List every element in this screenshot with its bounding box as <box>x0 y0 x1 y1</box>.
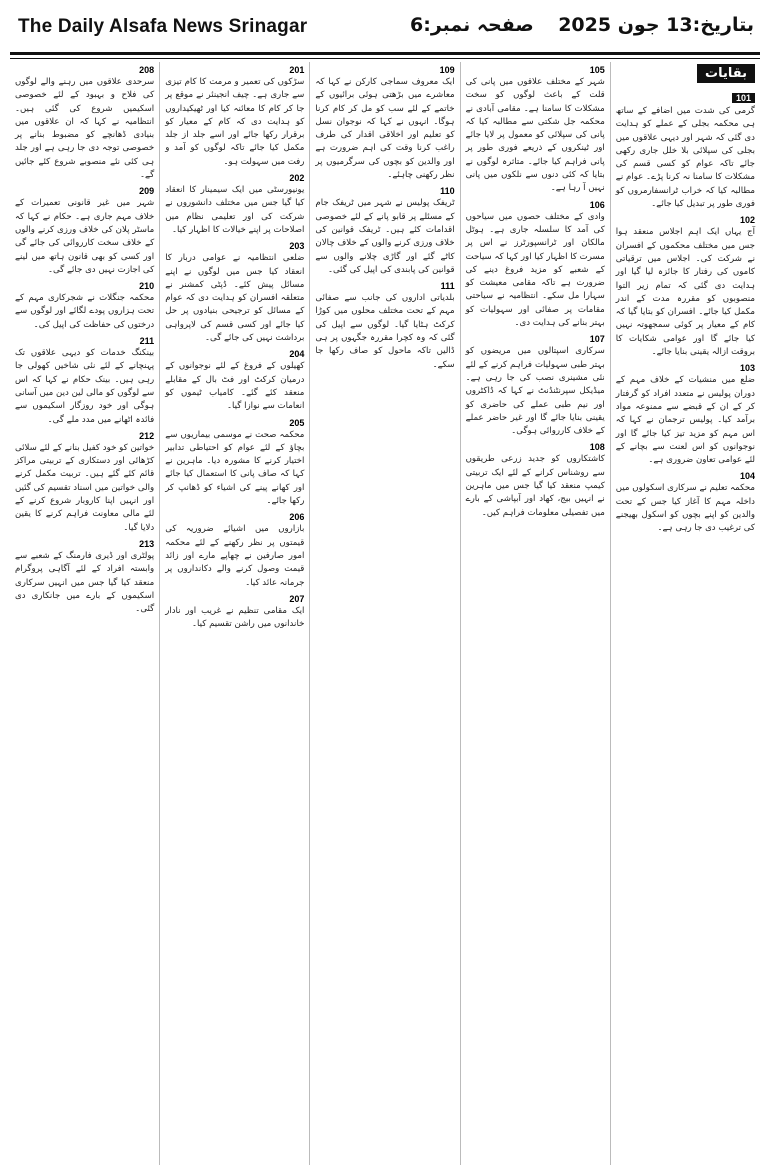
newspaper-name: The Daily Alsafa News Srinagar <box>18 16 308 37</box>
item-text: سرحدی علاقوں میں رہنے والے لوگوں کی فلاح و بہبود کے لئے خصوصی اسکیمیں شروع کی گئی ہیں۔ انتظامیہ نے کہا کہ ان علاقوں میں بنیادی ڈھانچے کو مضبوط بنانے پر خصوصی توجہ دی جا رہی ہے اور جلد ہی کئی نئے منصوبے شروع کئے جائیں گے۔ <box>14 77 155 181</box>
item-text: گرمی کی شدت میں اضافے کے ساتھ ہی محکمہ بجلی کے عملے کو ہدایت دی گئی کہ شہر اور دیہی علاقوں میں بجلی کی سپلائی بلا خلل جاری رکھی جائے تاکہ عوام کو کسی قسم کی مشکلات کا سامنا نہ کرنا پڑے۔ عوام نے مطالبہ کیا کہ خراب ٹرانسفارمروں کو فوری طور پر تبدیل کیا جائے۔ <box>615 106 755 210</box>
news-item <box>616 215 755 359</box>
column-5 <box>10 62 159 1165</box>
news-item <box>165 241 304 345</box>
item-text: محکمہ تعلیم نے سرکاری اسکولوں میں داخلہ مہم کا آغاز کیا جس کے تحت والدین کو اپنے بچوں کو اسکول بھیجنے کی ترغیب دی جا رہی ہے۔ <box>615 483 755 534</box>
item-text: بازاروں میں اشیائے ضروریہ کی قیمتوں پر نظر رکھنے کے لئے محکمہ امور صارفین نے چھاپے مارے اور زائد قیمت وصول کرنے والے دکانداروں پر جرمانہ عائد کیا۔ <box>165 524 305 588</box>
news-item <box>616 363 755 467</box>
news-item <box>616 471 755 535</box>
news-item <box>466 65 605 196</box>
news-item <box>165 65 304 169</box>
publication-date: بتاریخ:13 جون 2025 <box>558 14 754 36</box>
item-text: کاشتکاروں کو جدید زرعی طریقوں سے روشناس کرانے کے لئے ایک تربیتی کیمپ منعقد کیا گیا جس میں ماہرین نے انہیں بیج، کھاد اور آبپاشی کے بارے میں تفصیلی معلومات فراہم کیں۔ <box>465 454 605 518</box>
item-number: 103 <box>739 363 755 374</box>
item-number: 106 <box>589 199 605 210</box>
news-item <box>616 86 755 211</box>
page-number: صفحہ نمبر:6 <box>410 14 534 36</box>
item-text: ضلع میں منشیات کے خلاف مہم کے دوران پولیس نے متعدد افراد کو گرفتار کر کے ان کے قبضے سے ممنوعہ مواد برآمد کیا۔ پولیس ترجمان نے کہا کہ اس مہم کو مزید تیز کیا جائے گا اور نوجوانوں کو اس لعنت سے بچانے کے لئے عوامی تعاون ضروری ہے۔ <box>615 375 755 466</box>
column-1 <box>610 62 760 1165</box>
item-number: 211 <box>139 336 155 347</box>
item-number: 111 <box>440 281 455 292</box>
masthead-rule <box>10 58 760 59</box>
item-text: محکمہ صحت نے موسمی بیماریوں سے بچاؤ کے لئے عوام کو احتیاطی تدابیر اختیار کرنے کا مشورہ دیا۔ ماہرین نے کہا کہ صاف پانی کا استعمال کیا جائے اور کھانے پینے کی اشیاء کو ڈھانپ کر رکھا جائے۔ <box>165 429 305 507</box>
item-number: 204 <box>289 349 305 360</box>
item-number: 210 <box>139 281 155 292</box>
news-item <box>15 186 154 277</box>
news-item <box>15 65 154 182</box>
item-text: کھیلوں کے فروغ کے لئے نوجوانوں کے درمیان کرکٹ اور فٹ بال کے مقابلے منعقد کئے گئے۔ کامیاب ٹیموں کو انعامات سے نوازا گیا۔ <box>165 361 305 412</box>
item-number: 209 <box>139 186 155 197</box>
item-number: 206 <box>289 512 305 523</box>
item-text: ٹریفک پولیس نے شہر میں ٹریفک جام کے مسئلے پر قابو پانے کے لئے خصوصی اقدامات کئے ہیں۔ ٹریفک قوانین کی خلاف ورزی کرنے والوں کے خلاف چالان کاٹے گئے اور گاڑی چلانے والوں سے قوانین کی پابندی کی اپیل کی گئی۔ <box>315 198 455 275</box>
item-text: شہر کے مختلف علاقوں میں پانی کی قلت کے باعث لوگوں کو سخت مشکلات کا سامنا ہے۔ مقامی آبادی نے محکمہ جل شکتی سے مطالبہ کیا کہ پانی کی سپلائی کو معمول پر لایا جائے اور ٹینکروں کے ذریعے فوری طور پر پانی فراہم کیا جائے۔ متاثرہ لوگوں نے بتایا کہ کئی دنوں سے نلکوں میں پانی نہیں آ رہا ہے۔ <box>465 77 605 194</box>
news-item <box>165 512 304 589</box>
column-2 <box>460 62 610 1165</box>
item-number: 109 <box>439 65 455 75</box>
news-item <box>165 418 304 509</box>
item-text: ایک مقامی تنظیم نے غریب اور نادار خاندانوں میں راشن تقسیم کیا۔ <box>165 605 305 630</box>
item-text: سڑکوں کی تعمیر و مرمت کا کام تیزی سے جاری ہے۔ چیف انجینئر نے موقع پر جا کر کام کا معائنہ کیا اور ٹھیکیداروں کو ہدایت دی کہ کام کے معیار کو برقرار رکھا جائے اور اسے جلد از جلد مکمل کیا جائے تاکہ لوگوں کو آمد و رفت میں سہولت ہو۔ <box>165 77 305 167</box>
item-number: 110 <box>440 186 455 197</box>
item-number: 202 <box>289 173 305 184</box>
item-number: 101 <box>732 93 755 103</box>
news-item <box>466 200 605 331</box>
item-text: بینکنگ خدمات کو دیہی علاقوں تک پہنچانے کے لئے نئی شاخیں کھولی جا رہی ہیں۔ بینک حکام نے کہا کہ اس سے لوگوں کو مالی لین دین میں آسانی ہوگی اور خود روزگار اسکیموں سے فائدہ اٹھانے میں مدد ملے گی۔ <box>14 348 155 425</box>
news-item <box>165 349 304 413</box>
masthead <box>10 6 760 55</box>
article-columns <box>10 62 760 1165</box>
news-item <box>15 281 154 332</box>
item-number: 205 <box>289 417 305 428</box>
item-number: 208 <box>139 65 155 75</box>
news-item <box>466 334 605 438</box>
news-item <box>315 186 454 277</box>
item-text: پولٹری اور ڈیری فارمنگ کے شعبے سے وابستہ افراد کے لئے آگاہی پروگرام منعقد کیا گیا جس میں انہیں سرکاری اسکیموں کے بارے میں جانکاری دی گئی۔ <box>14 550 155 615</box>
item-number: 107 <box>589 334 605 345</box>
news-item <box>15 336 154 427</box>
news-item <box>165 594 304 632</box>
news-item <box>165 173 304 237</box>
news-item <box>315 65 454 182</box>
item-number: 104 <box>739 471 755 482</box>
item-text: سرکاری اسپتالوں میں مریضوں کو بہتر طبی سہولیات فراہم کرنے کے لئے نئی مشینری نصب کی جا رہی ہے۔ میڈیکل سپرنٹنڈنٹ نے کہا کہ ڈاکٹروں اور نیم طبی عملے کی حاضری کو یقینی بنایا جائے گا اور غیر حاضر عملے کے خلاف کارروائی ہوگی۔ <box>465 346 605 437</box>
item-text: بلدیاتی اداروں کی جانب سے صفائی مہم کے تحت مختلف محلوں میں کوڑا کرکٹ ہٹایا گیا۔ لوگوں سے اپیل کی گئی کہ وہ کچرا مقررہ جگہوں پر ہی ڈالیں تاکہ ماحول کو صاف رکھا جا سکے۔ <box>315 293 455 370</box>
item-text: ایک معروف سماجی کارکن نے کہا کہ معاشرے میں بڑھتی ہوئی برائیوں کے خاتمے کے لئے سب کو مل کر کام کرنا ہوگا۔ انہوں نے کہا کہ نوجوان نسل کو تعلیم اور اخلاقی اقدار کی طرف راغب کرنا وقت کی اہم ضرورت ہے اور والدین کو بچوں کی سرگرمیوں پر نظر رکھنی چاہئے۔ <box>315 77 455 181</box>
item-text: محکمہ جنگلات نے شجرکاری مہم کے تحت ہزاروں پودے لگائے اور لوگوں سے درختوں کی حفاظت کی اپیل کی۔ <box>14 293 155 330</box>
item-number: 213 <box>139 538 155 549</box>
news-item <box>315 281 454 372</box>
item-text: شہر میں غیر قانونی تعمیرات کے خلاف مہم جاری ہے۔ حکام نے کہا کہ ماسٹر پلان کی خلاف ورزی کرنے والوں کے خلاف سخت کارروائی کی جائے گی اور کسی کو بھی قانون ہاتھ میں لینے کی اجازت نہیں دی جائے گی۔ <box>14 198 155 275</box>
news-item <box>466 442 605 519</box>
item-number: 212 <box>139 430 155 441</box>
item-text: ضلعی انتظامیہ نے عوامی دربار کا انعقاد کیا جس میں لوگوں نے اپنے مسائل پیش کئے۔ ڈپٹی کمشنر نے متعلقہ افسران کو ہدایت دی کہ عوام کے مسائل کو ترجیحی بنیادوں پر حل کیا جائے اور کسی قسم کی لاپرواہی برداشت نہیں کی جائے گی۔ <box>165 253 305 344</box>
item-text: وادی کے مختلف حصوں میں سیاحوں کی آمد کا سلسلہ جاری ہے۔ ہوٹل مالکان اور ٹرانسپورٹرز نے اس پر مسرت کا اظہار کیا اور کہا کہ سیاحت کے شعبے کو مزید فروغ دینے کی ضرورت ہے تاکہ مقامی معیشت کو سہارا مل سکے۔ انتظامیہ نے سیاحتی مقامات پر صفائی اور سہولیات کو بہتر بنانے کی ہدایت دی۔ <box>465 211 605 329</box>
item-text: خواتین کو خود کفیل بنانے کے لئے سلائی کڑھائی اور دستکاری کے تربیتی مراکز قائم کئے گئے ہیں۔ تربیت مکمل کرنے والی خواتین میں اسناد تقسیم کی گئیں اور انہیں اپنا کاروبار شروع کرنے کے لئے مالی معاونت فراہم کرنے کا یقین دلایا گیا۔ <box>14 442 155 533</box>
news-item <box>15 539 154 616</box>
item-number: 207 <box>289 593 305 604</box>
column-3 <box>309 62 459 1165</box>
item-number: 102 <box>739 215 755 226</box>
item-number: 105 <box>589 65 605 75</box>
item-text: یونیورسٹی میں ایک سیمینار کا انعقاد کیا گیا جس میں مختلف دانشوروں نے شرکت کی اور تعلیمی نظام میں اصلاحات پر اپنے خیالات کا اظہار کیا۔ <box>165 185 305 235</box>
item-number: 201 <box>289 65 305 75</box>
item-number: 108 <box>589 442 605 453</box>
item-text: آج یہاں ایک اہم اجلاس منعقد ہوا جس میں مختلف محکموں کے افسران نے شرکت کی۔ اجلاس میں ترقیاتی کاموں کی رفتار کا جائزہ لیا گیا اور ہدایت دی گئی کہ تمام زیر التوا منصوبوں کو مقررہ مدت کے اندر مکمل کیا جائے۔ افسران کو بتایا گیا کہ کام کے معیار پر کوئی سمجھوتہ نہیں کیا جائے گا اور عوامی شکایات کا بروقت ازالہ یقینی بنایا جائے۔ <box>615 227 755 358</box>
item-number: 203 <box>289 241 305 252</box>
news-item <box>15 431 154 535</box>
section-heading: بقایات <box>697 64 755 83</box>
column-4 <box>159 62 309 1165</box>
